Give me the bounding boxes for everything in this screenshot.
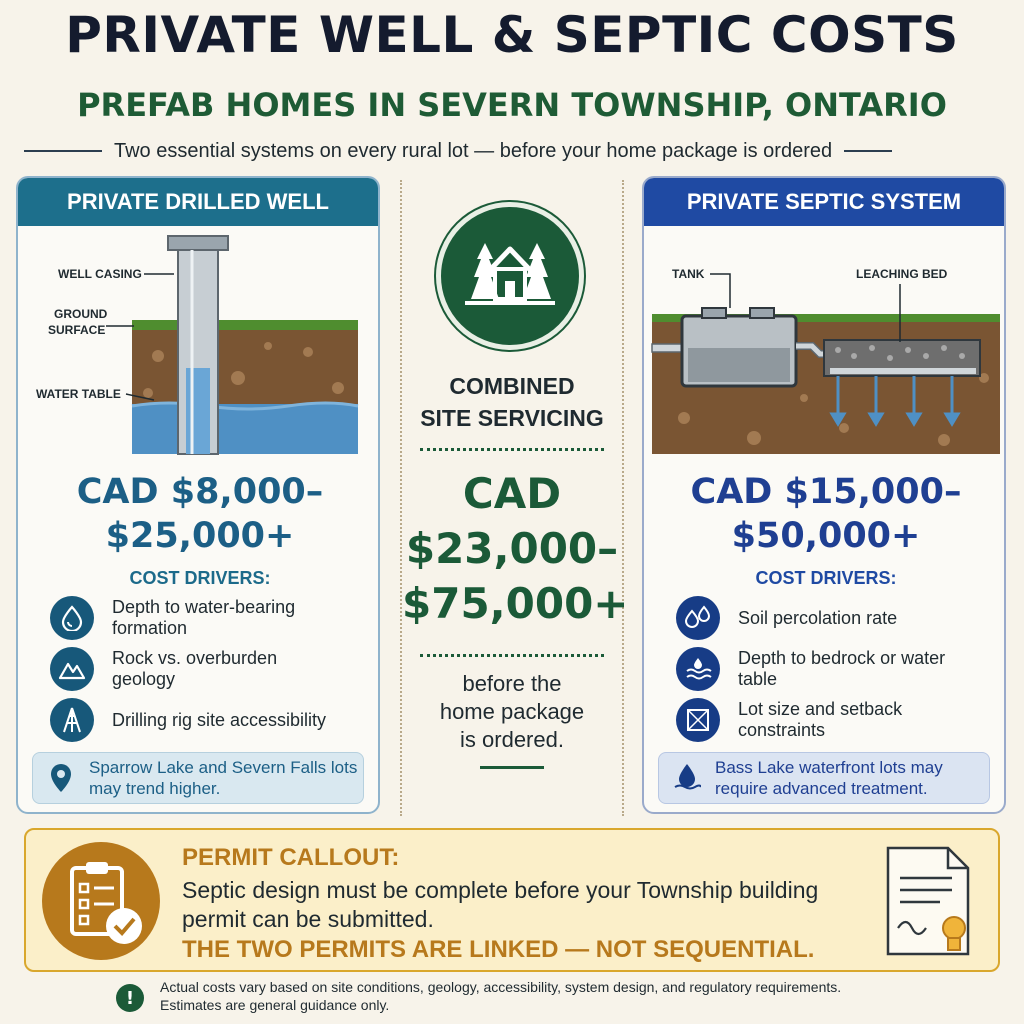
septic-diagram bbox=[644, 228, 1006, 458]
permit-callout bbox=[24, 828, 1000, 972]
disclaimer-text: Actual costs vary based on site conditions, geology, accessibility, system design, and regulatory requirements. Estimates are general guidance only. bbox=[160, 979, 842, 1013]
well-card bbox=[16, 176, 380, 814]
grass-layer bbox=[132, 320, 358, 330]
checklist-clipboard-icon bbox=[42, 842, 160, 960]
water-layer bbox=[132, 404, 358, 454]
before-line3: is ordered. bbox=[460, 727, 564, 752]
septic-note bbox=[658, 752, 990, 804]
permit-linked-note: THE TWO PERMITS ARE LINKED — NOT SEQUENTIAL. bbox=[182, 936, 815, 963]
location-pin-icon bbox=[47, 762, 75, 794]
well-price-line1: CAD $8,000– bbox=[76, 472, 324, 512]
soil-layer bbox=[132, 328, 358, 404]
septic-driver-item bbox=[676, 647, 968, 691]
well-driver-text: Rock vs. overburden geology bbox=[112, 648, 278, 689]
well-price-line2: $25,000+ bbox=[105, 516, 295, 556]
label-leaching-bed: LEACHING BED bbox=[856, 267, 948, 281]
combined-heading-line2: SITE SERVICING bbox=[420, 405, 604, 431]
label-ground-2: SURFACE bbox=[48, 323, 106, 337]
before-order-text bbox=[402, 670, 622, 754]
septic-price-line1: CAD $15,000– bbox=[690, 472, 962, 512]
tagline: Two essential systems on every rural lot — before your home package is ordered bbox=[114, 139, 833, 162]
well-water-column bbox=[186, 368, 210, 454]
divider-line bbox=[844, 150, 892, 152]
label-well-casing: WELL CASING bbox=[58, 267, 142, 281]
mountain-rock-icon bbox=[50, 647, 94, 691]
drilling-rig-icon bbox=[50, 698, 94, 742]
water-level-icon bbox=[676, 647, 720, 691]
septic-driver-item bbox=[676, 596, 968, 640]
permit-body: Septic design must be complete before your Township building permit can be submitted. bbox=[182, 877, 819, 932]
signed-document-icon bbox=[882, 844, 978, 960]
septic-driver-text: Soil percolation rate bbox=[738, 607, 898, 628]
well-diagram bbox=[18, 228, 380, 458]
septic-drivers-title: COST DRIVERS: bbox=[755, 568, 897, 588]
accent-underline bbox=[480, 766, 544, 769]
well-driver-item bbox=[50, 698, 342, 742]
before-line1: before the bbox=[462, 671, 562, 696]
septic-driver-text: Depth to bedrock or water table bbox=[738, 648, 946, 689]
septic-price-line2: $50,000+ bbox=[731, 516, 921, 556]
well-drivers-title: COST DRIVERS: bbox=[129, 568, 271, 588]
well-driver-text: Drilling rig site accessibility bbox=[112, 709, 327, 730]
divider-dotted bbox=[622, 180, 624, 816]
house-with-trees-icon bbox=[436, 202, 584, 350]
septic-card bbox=[642, 176, 1006, 814]
water-drops-icon bbox=[676, 596, 720, 640]
exclamation-icon: ! bbox=[116, 984, 144, 1012]
well-card-heading: PRIVATE DRILLED WELL bbox=[18, 178, 378, 226]
water-drop-icon bbox=[50, 596, 94, 640]
septic-driver-text: Lot size and setback constraints bbox=[738, 699, 903, 740]
septic-note-text: Bass Lake waterfront lots may require advanced treatment. bbox=[715, 758, 943, 798]
well-note-text: Sparrow Lake and Severn Falls lots may trend higher. bbox=[89, 758, 358, 798]
page-title: PRIVATE WELL & SEPTIC COSTS bbox=[65, 6, 959, 64]
tagline-row bbox=[24, 138, 1000, 164]
combined-column bbox=[402, 176, 629, 816]
label-water-table: WATER TABLE bbox=[36, 387, 121, 401]
septic-driver-item bbox=[676, 698, 968, 742]
well-cap bbox=[168, 236, 228, 250]
combined-heading-line1: COMBINED bbox=[449, 373, 575, 399]
combined-price bbox=[402, 466, 629, 631]
divider-line bbox=[24, 150, 102, 152]
disclaimer bbox=[116, 978, 900, 1014]
divider-dotted bbox=[420, 654, 604, 657]
well-note bbox=[32, 752, 364, 804]
page-subtitle: PREFAB HOMES IN SEVERN TOWNSHIP, ONTARIO bbox=[77, 86, 947, 124]
before-line2: home package bbox=[439, 699, 585, 724]
label-ground-1: GROUND bbox=[54, 307, 108, 321]
combined-price-line3: $75,000+ bbox=[402, 579, 629, 628]
permit-title: PERMIT CALLOUT: bbox=[182, 844, 400, 871]
combined-price-line1: CAD bbox=[462, 469, 562, 518]
well-driver-text: Depth to water-bearing formation bbox=[112, 597, 296, 638]
label-tank: TANK bbox=[672, 267, 705, 281]
lot-boundary-icon bbox=[676, 698, 720, 742]
water-drop-waves-icon bbox=[673, 762, 701, 794]
combined-price-line2: $23,000– bbox=[405, 524, 619, 573]
combined-heading bbox=[402, 370, 622, 434]
well-driver-item bbox=[50, 647, 342, 691]
septic-card-heading: PRIVATE SEPTIC SYSTEM bbox=[644, 178, 1004, 226]
well-driver-item bbox=[50, 596, 342, 640]
divider-dotted bbox=[420, 448, 604, 451]
